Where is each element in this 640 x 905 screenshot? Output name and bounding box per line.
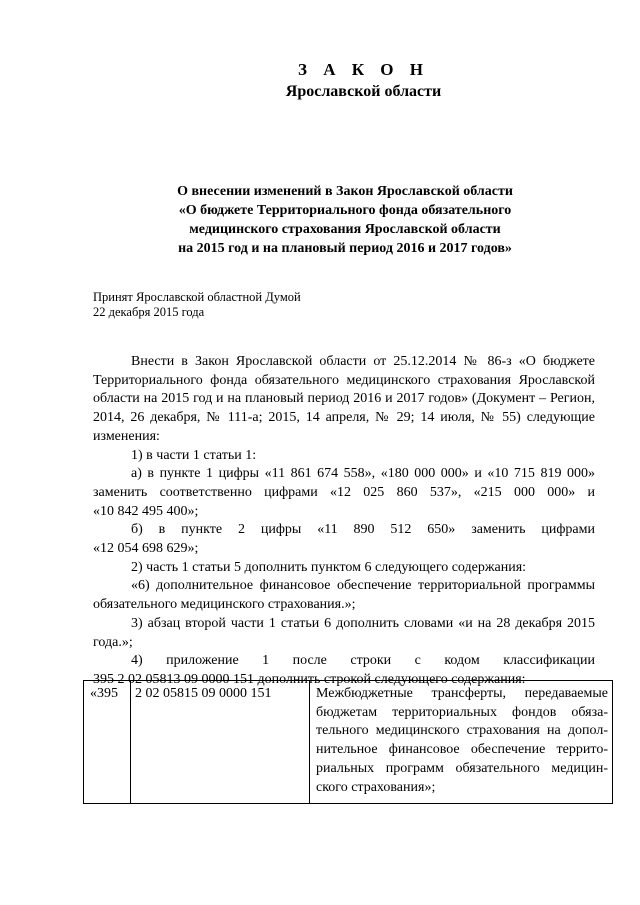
cell-classification: 2 02 05815 09 0000 151 bbox=[131, 681, 310, 804]
item-4-line-2: 395 2 02 05813 09 0000 151 дополнить строкой следующего содержания: bbox=[93, 671, 526, 687]
item-3: 3) абзац второй части 1 статьи 6 дополнить словами «и на 28 декабря 2015 года.»; bbox=[93, 615, 595, 650]
item-1a-line-2: заменить соответственно цифрами «12 025 860 537», «215 000 000» и bbox=[93, 484, 595, 500]
item-1: 1) в части 1 статьи 1: bbox=[131, 447, 257, 463]
law-heading bbox=[90, 182, 600, 258]
cell-code: «395 bbox=[84, 681, 131, 804]
intro-paragraph: Внести в Закон Ярославской области от 25.12.2014 № 86-з «О бюджете Территориального фонда обязательного медицинского страхования Ярославской области на 2015 год и на плановый период 2016 и 2017 годов» (Документ – Регион, 2014, 26 декабря, № 111-а; 2015, 14 апреля, № 29; 14 июля, № 55) следующие изменения: bbox=[93, 354, 595, 444]
item-1a-line-3: «10 842 495 400»; bbox=[93, 503, 199, 519]
region-title: Ярославской области bbox=[285, 83, 442, 100]
item-2: 2) часть 1 статьи 5 дополнить пунктом 6 следующего содержания: bbox=[131, 559, 527, 575]
description-text: Межбюджетные трансферты, передаваемые бюджетам территориальных фондов обязательного медицинского страхования на дополнительное финансовое обеспечение территориальных программ обязательного медицинского страхования»; bbox=[316, 686, 608, 795]
adoption-date: 22 декабря 2015 года bbox=[93, 305, 205, 319]
heading-line-3: медицинского страхования Ярославской области bbox=[189, 222, 501, 237]
item-4-line-1: 4) приложение 1 после строки с кодом классификации bbox=[131, 653, 595, 669]
heading-line-2: «О бюджете Территориального фонда обязательного bbox=[178, 203, 512, 218]
cell-description bbox=[310, 681, 613, 804]
item-1b-line-2: «12 054 698 629»; bbox=[93, 541, 199, 557]
item-2-quote: «6) дополнительное финансовое обеспечение территориальной программы обязательного медицинского страхования.»; bbox=[93, 578, 595, 613]
inserted-row-table bbox=[83, 680, 613, 804]
item-1a-line-1: а) в пункте 1 цифры «11 861 674 558», «180 000 000» и «10 715 819 000» bbox=[131, 466, 595, 482]
heading-line-4: на 2015 год и на плановый период 2016 и 2017 годов» bbox=[178, 241, 512, 256]
law-body bbox=[93, 353, 595, 690]
adoption-body: Принят Ярославской областной Думой bbox=[93, 290, 301, 304]
item-1b-line-1: б) в пункте 2 цифры «11 890 512 650» заменить цифрами bbox=[131, 522, 595, 538]
table-row bbox=[84, 681, 613, 804]
law-title: З А К О Н bbox=[297, 60, 430, 79]
adoption-note bbox=[93, 290, 301, 320]
heading-line-1: О внесении изменений в Закон Ярославской области bbox=[177, 184, 513, 199]
